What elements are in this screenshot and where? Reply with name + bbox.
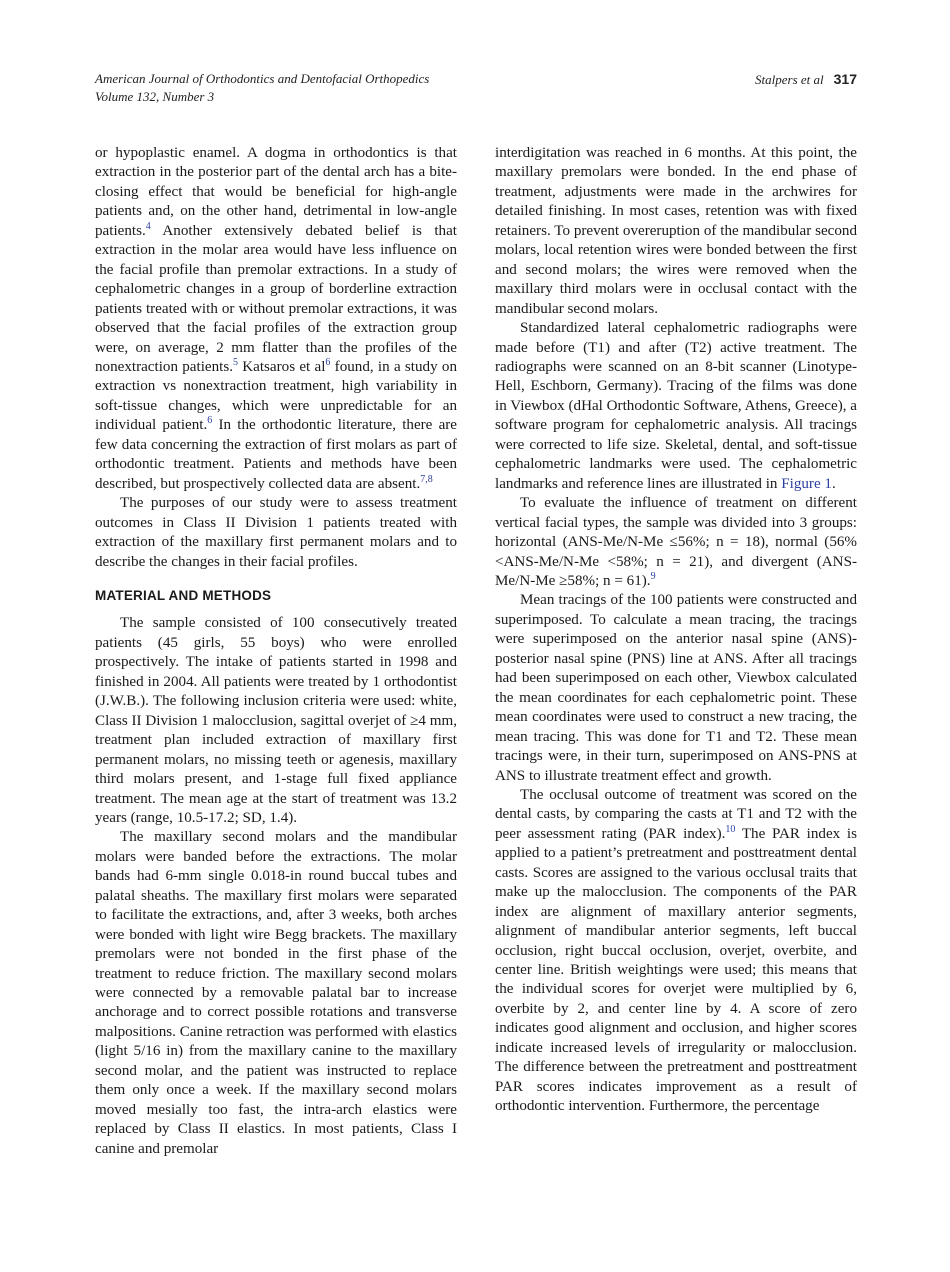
running-author: Stalpers et al	[755, 72, 824, 87]
paragraph-text: In the orthodontic literature, there are few data concerning the extraction of first molars as part of orthodontic treatment. Patients and methods have been described, but prospectively collected data are absent.	[95, 417, 458, 492]
paragraph-text: The occlusal outcome of treatment was scored on the dental casts, by comparing the casts at T1 and T2 with the peer assessment rating (PAR index).	[495, 786, 857, 842]
paragraph	[495, 786, 857, 1117]
reference-link[interactable]: 10	[725, 823, 736, 835]
right-column	[495, 144, 857, 1117]
left-column	[95, 144, 457, 1159]
paragraph-text: found, in a study on extraction vs nonextraction treatment, high variability in soft-tissue changes, which were unpredictable for an individual patient.	[95, 358, 457, 434]
paragraph-text: Katsaros et al	[237, 358, 326, 375]
reference-link[interactable]: 9	[650, 570, 656, 582]
paragraph: The sample consisted of 100 consecutively treated patients (45 girls, 55 boys) who were enrolled prospectively. The intake of patients started in 1998 and finished in 2004. All patients were treated by 1 orthodontist (J.W.B.). The following inclusion criteria were used: white, Class II Division 1 malocclusion, sagittal overjet of ≥4 mm, treatment plan included extraction of maxillary first permanent molars, no missing teeth or agenesis, maxillary third molars present, and 1-stage full fixed appliance treatment. The mean age at the start of treatment was 13.2 years (range, 10.5-17.2; SD, 1.4).	[95, 615, 457, 826]
section-heading: MATERIAL AND METHODS	[95, 587, 272, 603]
paragraph-text: or hypoplastic enamel. A dogma in orthodontics is that extraction in the posterior part of the dental arch has a bite-closing effect that would be beneficial for high-angle patients and, on the other hand, detrimental in low-angle patients.	[95, 145, 457, 239]
paragraph-text: To evaluate the influence of treatment on different vertical facial types, the sample was divided into 3 groups: horizontal (ANS-Me/N-Me ≤56%; n = 18), normal (56% <ANS-Me/N-Me <58%; n = 21), and divergent (ANS-Me/N-Me ≥58%; n = 61).	[495, 495, 857, 589]
reference-link[interactable]: 7,8	[420, 473, 433, 485]
author-page	[755, 70, 857, 89]
paragraph: The maxillary second molars and the mandibular molars were banded before the extractions. The molar bands had 6-mm single 0.018-in round buccal tubes and palatal sheaths. The maxillary first molars were separated to facilitate the extractions, and, after 3 weeks, both arches were bonded with light wire Begg brackets. The maxillary premolars were not bonded in the first phase of the treatment to reduce friction. The maxillary second molars were connected by a removable palatal bar to increase anchorage and to correct possible rotations and transverse malpositions. Canine retraction was performed with elastics (light 5/16 in) from the maxillary canine to the maxillary second molar, and the patient was instructed to replace them only once a week. If the maxillary second molars moved mesially too fast, the intra-arch elastics were replaced by Class II elastics. In most patients, Class I canine and premolar	[95, 829, 457, 1157]
journal-volume: Volume 132, Number 3	[95, 89, 215, 104]
reference-link[interactable]: 5	[232, 356, 238, 368]
paragraph: The purposes of our study were to assess treatment outcomes in Class II Division 1 patients treated with extraction of the maxillary first permanent molars and to describe the changes in their facial profiles.	[95, 495, 457, 570]
reference-link[interactable]: 4	[145, 220, 151, 232]
page-number: 317	[833, 71, 857, 87]
paragraph-text: Standardized lateral cephalometric radiographs were made before (T1) and after (T2) active treatment. The radiographs were scanned on an 8-bit scanner (Linotype-Hell, Eschborn, Germany). Tracing of the films was done in Viewbox (dHal Orthodontic Software, Athens, Greece), a software program for cephalometric analysis. All tracings were corrected to life size. Skeletal, dental, and soft-tissue cephalometric landmarks were used. The cephalometric landmarks and reference lines are illustrated in	[495, 320, 857, 492]
figure-link[interactable]: Figure 1	[781, 475, 832, 492]
paragraph	[95, 144, 457, 494]
paragraph-text: The PAR index is applied to a patient’s pretreatment and posttreatment dental casts. Scores are assigned to the various occlusal traits that make up the malocclusion. The components of the PAR index are alignment of maxillary anterior segments, alignment of mandibular anterior segments, left buccal occlusion, right buccal occlusion, overjet, overbite, and center line. British weightings were used; this means that the individual scores for overjet were multiplied by 6, overbite by 2, and center line by 4. A score of zero indicates good alignment and occlusion, and higher scores indicate increased levels of irregularity or malocclusion. The difference between the pretreatment and posttreatment PAR scores indicates improvement as a result of orthodontic intervention. Furthermore, the percentage	[495, 825, 857, 1115]
paragraph: Mean tracings of the 100 patients were constructed and superimposed. To calculate a mean tracing, the tracings were superimposed on the anterior nasal spine (ANS)-posterior nasal spine (PNS) line at ANS. After all tracings had been superimposed on each other, Viewbox calculated the mean coordinates for each cephalometric point. These mean coordinates were used to construct a new tracing, the mean tracing. This was done for T1 and T2. These mean tracings were, in their turn, superimposed on ANS-PNS at ANS to illustrate treatment effect and growth.	[495, 592, 857, 784]
paragraph-text: .	[831, 475, 836, 492]
paragraph-text: Another extensively debated belief is that extraction in the molar area would have less influence on the facial profile than premolar extractions. In a study of cephalometric changes in a group of borderline extraction patients treated with or without premolar extractions, it was observed that the facial profiles of the extraction group were, on average, 2 mm flatter than the profiles of the nonextraction patients.	[95, 222, 457, 375]
journal-name: American Journal of Orthodontics and Dentofacial Orthopedics	[95, 71, 430, 86]
journal-citation	[95, 70, 429, 106]
reference-link[interactable]: 6	[325, 356, 331, 368]
paragraph	[495, 494, 857, 591]
paragraph	[495, 319, 857, 494]
reference-link[interactable]: 6	[207, 415, 213, 427]
paragraph: interdigitation was reached in 6 months. At this point, the maxillary premolars were bonded. In the end phase of treatment, adjustments were made in the archwires for detailed finishing. In most cases, retention was with fixed retainers. To prevent overeruption of the mandibular second molars, local retention wires were bonded between the first and second molars; the wires were removed when the maxillary third molars were in occlusal contact with the mandibular second molars.	[495, 145, 857, 317]
